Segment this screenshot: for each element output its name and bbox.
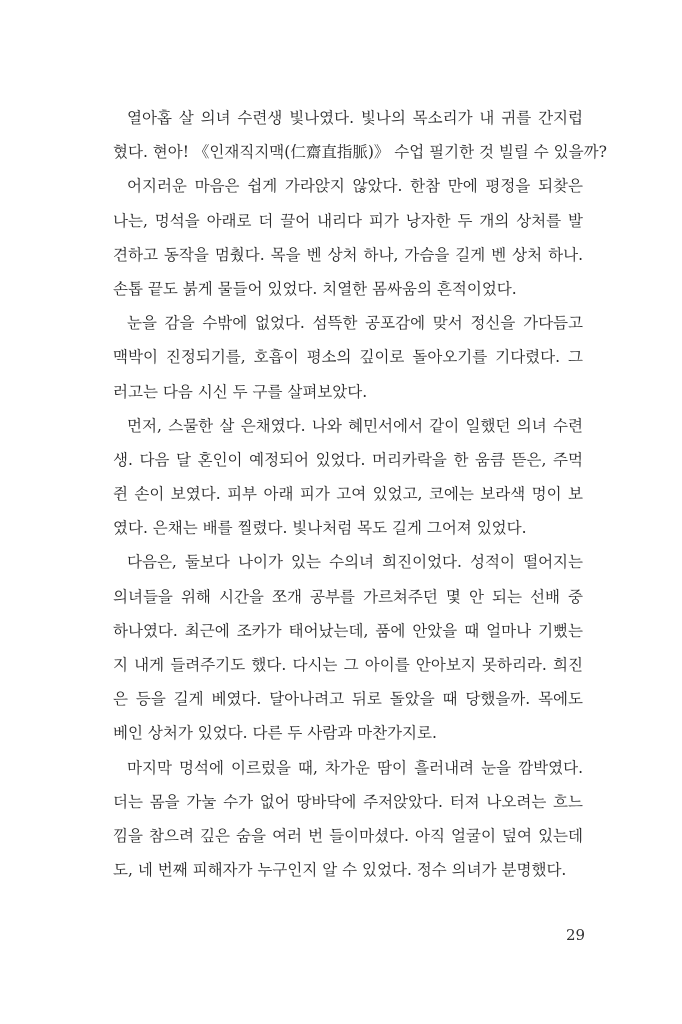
text-line: 더는 몸을 가눌 수가 없어 땅바닥에 주저앉았다. 터져 나오려는 흐느	[113, 792, 583, 811]
text-line: 손톱 끝도 붉게 물들어 있었다. 치열한 몸싸움의 흔적이었다.	[113, 279, 517, 298]
text-line: 였다. 은채는 배를 찔렸다. 빛나처럼 목도 길게 그어져 있었다.	[113, 519, 527, 538]
paragraph	[113, 101, 607, 169]
text-line: 도, 네 번째 피해자가 누구인지 알 수 있었다. 정수 의녀가 분명했다.	[113, 861, 567, 880]
paragraph	[113, 306, 583, 409]
text-line: 낌을 참으려 깊은 숨을 여러 번 들이마셨다. 아직 얼굴이 덮여 있는데	[113, 826, 583, 845]
text-line: 러고는 다음 시신 두 구를 살펴보았다.	[113, 382, 368, 401]
paragraph	[113, 169, 583, 306]
body-text	[113, 101, 607, 887]
text-line: 생. 다음 달 혼인이 예정되어 있었다. 머리카락을 한 움큼 뜯은, 주먹	[113, 450, 583, 469]
text-line: 쥔 손이 보였다. 피부 아래 피가 고여 있었고, 코에는 보라색 멍이 보	[113, 485, 583, 504]
text-line: 은 등을 길게 베였다. 달아나려고 뒤로 돌았을 때 당했을까. 목에도	[113, 690, 583, 709]
text-line: 마지막 멍석에 이르렀을 때, 차가운 땀이 흘러내려 눈을 깜박였다.	[127, 758, 583, 777]
text-line: 다음은, 둘보다 나이가 있는 수의녀 희진이었다. 성적이 떨어지는	[127, 553, 583, 572]
text-line: 열아홉 살 의녀 수련생 빛나였다. 빛나의 목소리가 내 귀를 간지럽	[127, 109, 583, 127]
page-number: 29	[566, 926, 586, 944]
text-line: 하나였다. 최근에 조카가 태어났는데, 품에 안았을 때 얼마나 기뻤는	[113, 621, 583, 640]
text-line: 견하고 동작을 멈췄다. 목을 벤 상처 하나, 가슴을 길게 벤 상처 하나.	[113, 245, 583, 264]
text-line: 혔다. 현아! 《인재직지맥(仁齋直指脈)》 수업 필기한 것 빌릴 수 있을까?	[113, 143, 607, 162]
paragraph	[113, 751, 583, 888]
text-line: 나는, 멍석을 아래로 더 끌어 내리다 피가 낭자한 두 개의 상처를 발	[113, 211, 583, 230]
paragraph	[113, 409, 583, 546]
text-line: 지 내게 들려주기도 했다. 다시는 그 아이를 안아보지 못하리라. 희진	[113, 656, 583, 674]
text-line: 의녀들을 위해 시간을 쪼개 공부를 가르쳐주던 몇 안 되는 선배 중	[113, 587, 583, 606]
text-line: 맥박이 진정되기를, 호흡이 평소의 깊이로 돌아오기를 기다렸다. 그	[113, 348, 583, 367]
text-line: 눈을 감을 수밖에 없었다. 섬뜩한 공포감에 맞서 정신을 가다듬고	[127, 314, 583, 333]
text-line: 먼저, 스물한 살 은채였다. 나와 혜민서에서 같이 일했던 의녀 수련	[127, 416, 583, 435]
text-line: 베인 상처가 있었다. 다른 두 사람과 마찬가지로.	[113, 724, 437, 743]
paragraph	[113, 545, 583, 750]
text-line: 어지러운 마음은 쉽게 가라앉지 않았다. 한참 만에 평정을 되찾은	[127, 177, 583, 196]
